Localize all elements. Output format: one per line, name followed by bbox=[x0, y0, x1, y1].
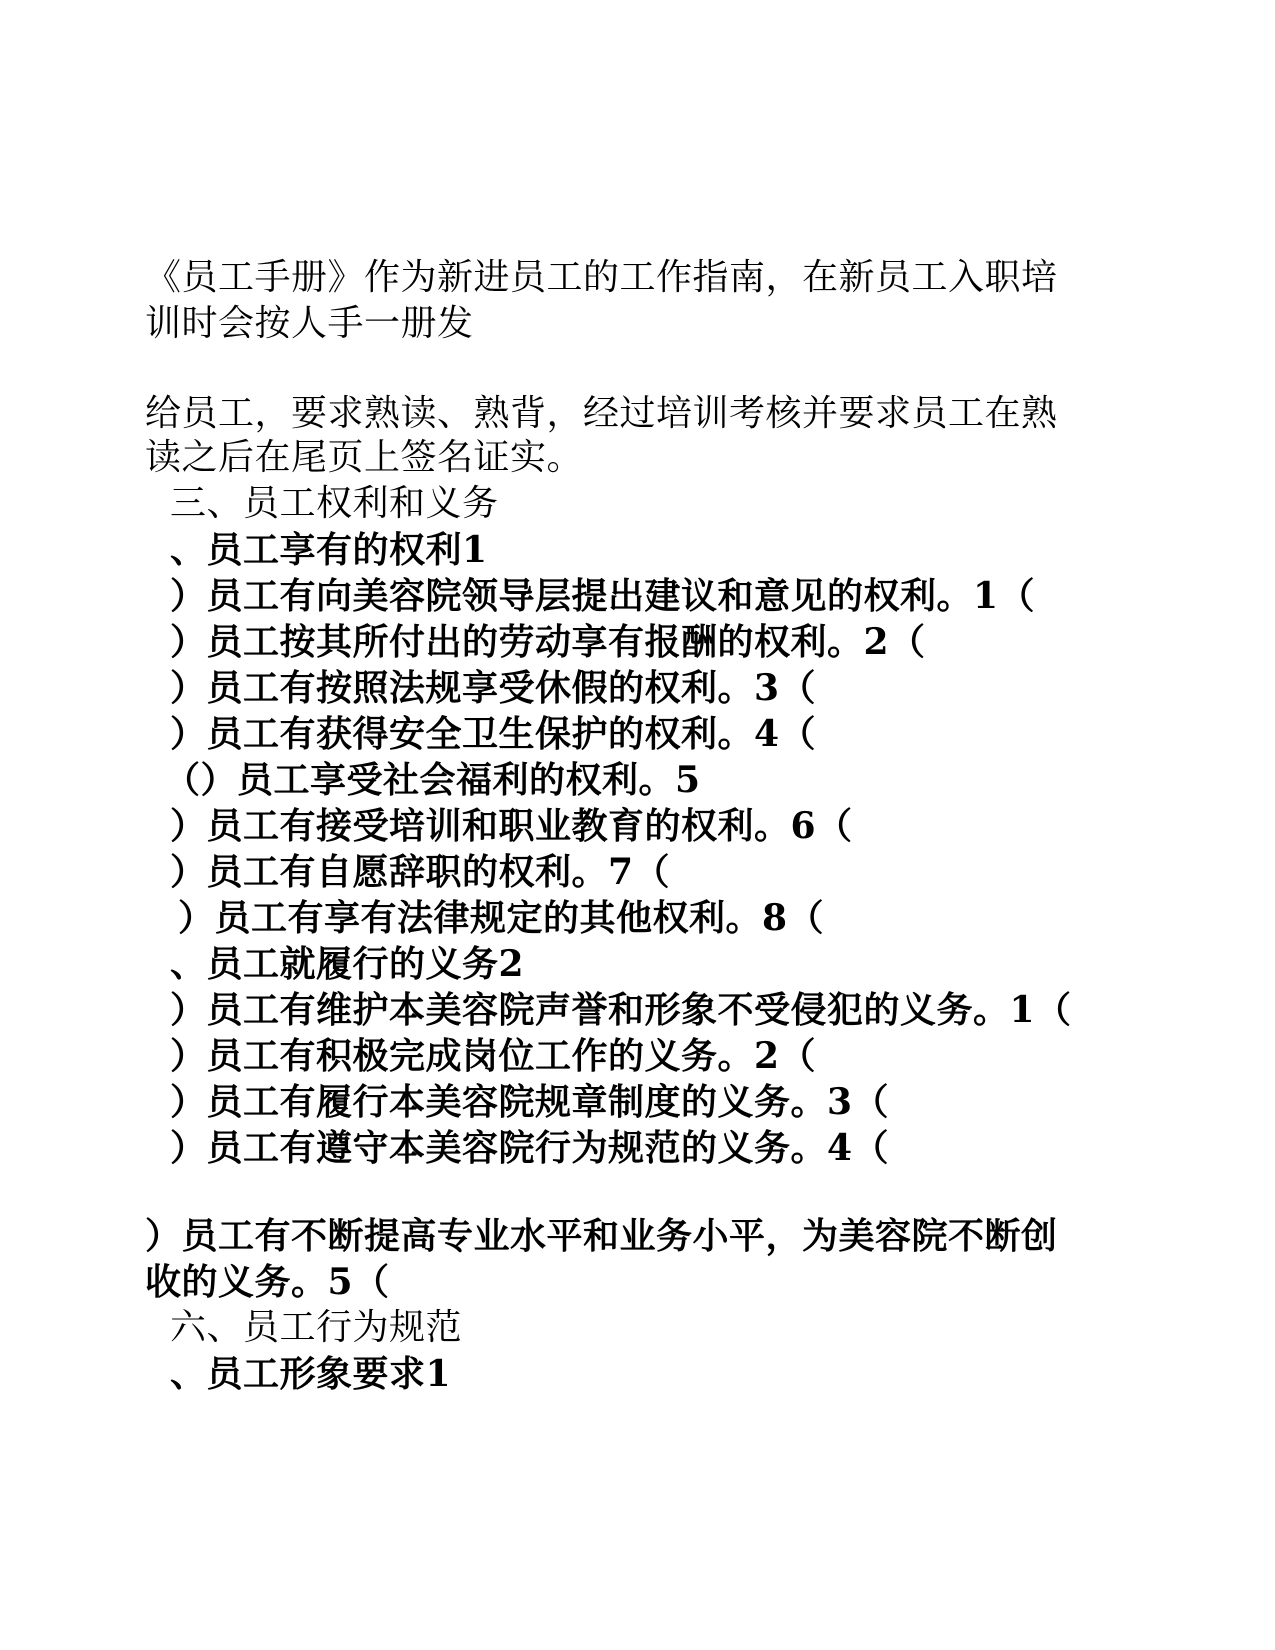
duties-item: ）员工有维护本美容院声誉和形象不受侵犯的义务。1（ bbox=[170, 989, 1072, 1031]
duties-last-item-line-2: 收的义务。5（ bbox=[145, 1261, 390, 1303]
rights-item: ）员工按其所付出的劳动享有报酬的权利。2（ bbox=[170, 621, 926, 663]
duties-item: ）员工有积极完成岗位工作的义务。2（ bbox=[170, 1035, 817, 1077]
duties-last-item-line-1: ）员工有不断提高专业水平和业务小平，为美容院不断创 bbox=[145, 1215, 1058, 1257]
section-six-sub-heading: 、员工形象要求1 bbox=[170, 1353, 452, 1395]
rights-item: （）员工享受社会福利的权利。5 bbox=[164, 759, 701, 801]
intro-line-3: 给员工，要求熟读、熟背，经过培训考核并要求员工在熟 bbox=[145, 393, 1058, 434]
rights-item: ）员工有自愿辞职的权利。7（ bbox=[170, 851, 671, 893]
section-six-heading: 六、员工行为规范 bbox=[170, 1307, 463, 1348]
intro-line-4: 读之后在尾页上签名证实。 bbox=[145, 437, 584, 478]
rights-heading: 、员工享有的权利1 bbox=[170, 529, 488, 571]
rights-item: ）员工有获得安全卫生保护的权利。4（ bbox=[170, 713, 817, 755]
rights-item: ）员工有按照法规享受休假的权利。3（ bbox=[170, 667, 817, 709]
section-three-heading: 三、员工权利和义务 bbox=[170, 483, 499, 524]
duties-item: ）员工有履行本美容院规章制度的义务。3（ bbox=[170, 1081, 890, 1123]
duties-heading: 、员工就履行的义务2 bbox=[170, 943, 525, 985]
rights-item: ）员工有享有法律规定的其他权利。8（ bbox=[178, 897, 825, 939]
intro-line-2: 训时会按人手一册发 bbox=[145, 303, 474, 344]
rights-item: ）员工有接受培训和职业教育的权利。6（ bbox=[170, 805, 853, 847]
rights-item: ）员工有向美容院领导层提出建议和意见的权利。1（ bbox=[170, 575, 1036, 617]
intro-line-1: 《员工手册》作为新进员工的工作指南，在新员工入职培 bbox=[145, 257, 1058, 298]
duties-item: ）员工有遵守本美容院行为规范的义务。4（ bbox=[170, 1127, 890, 1169]
